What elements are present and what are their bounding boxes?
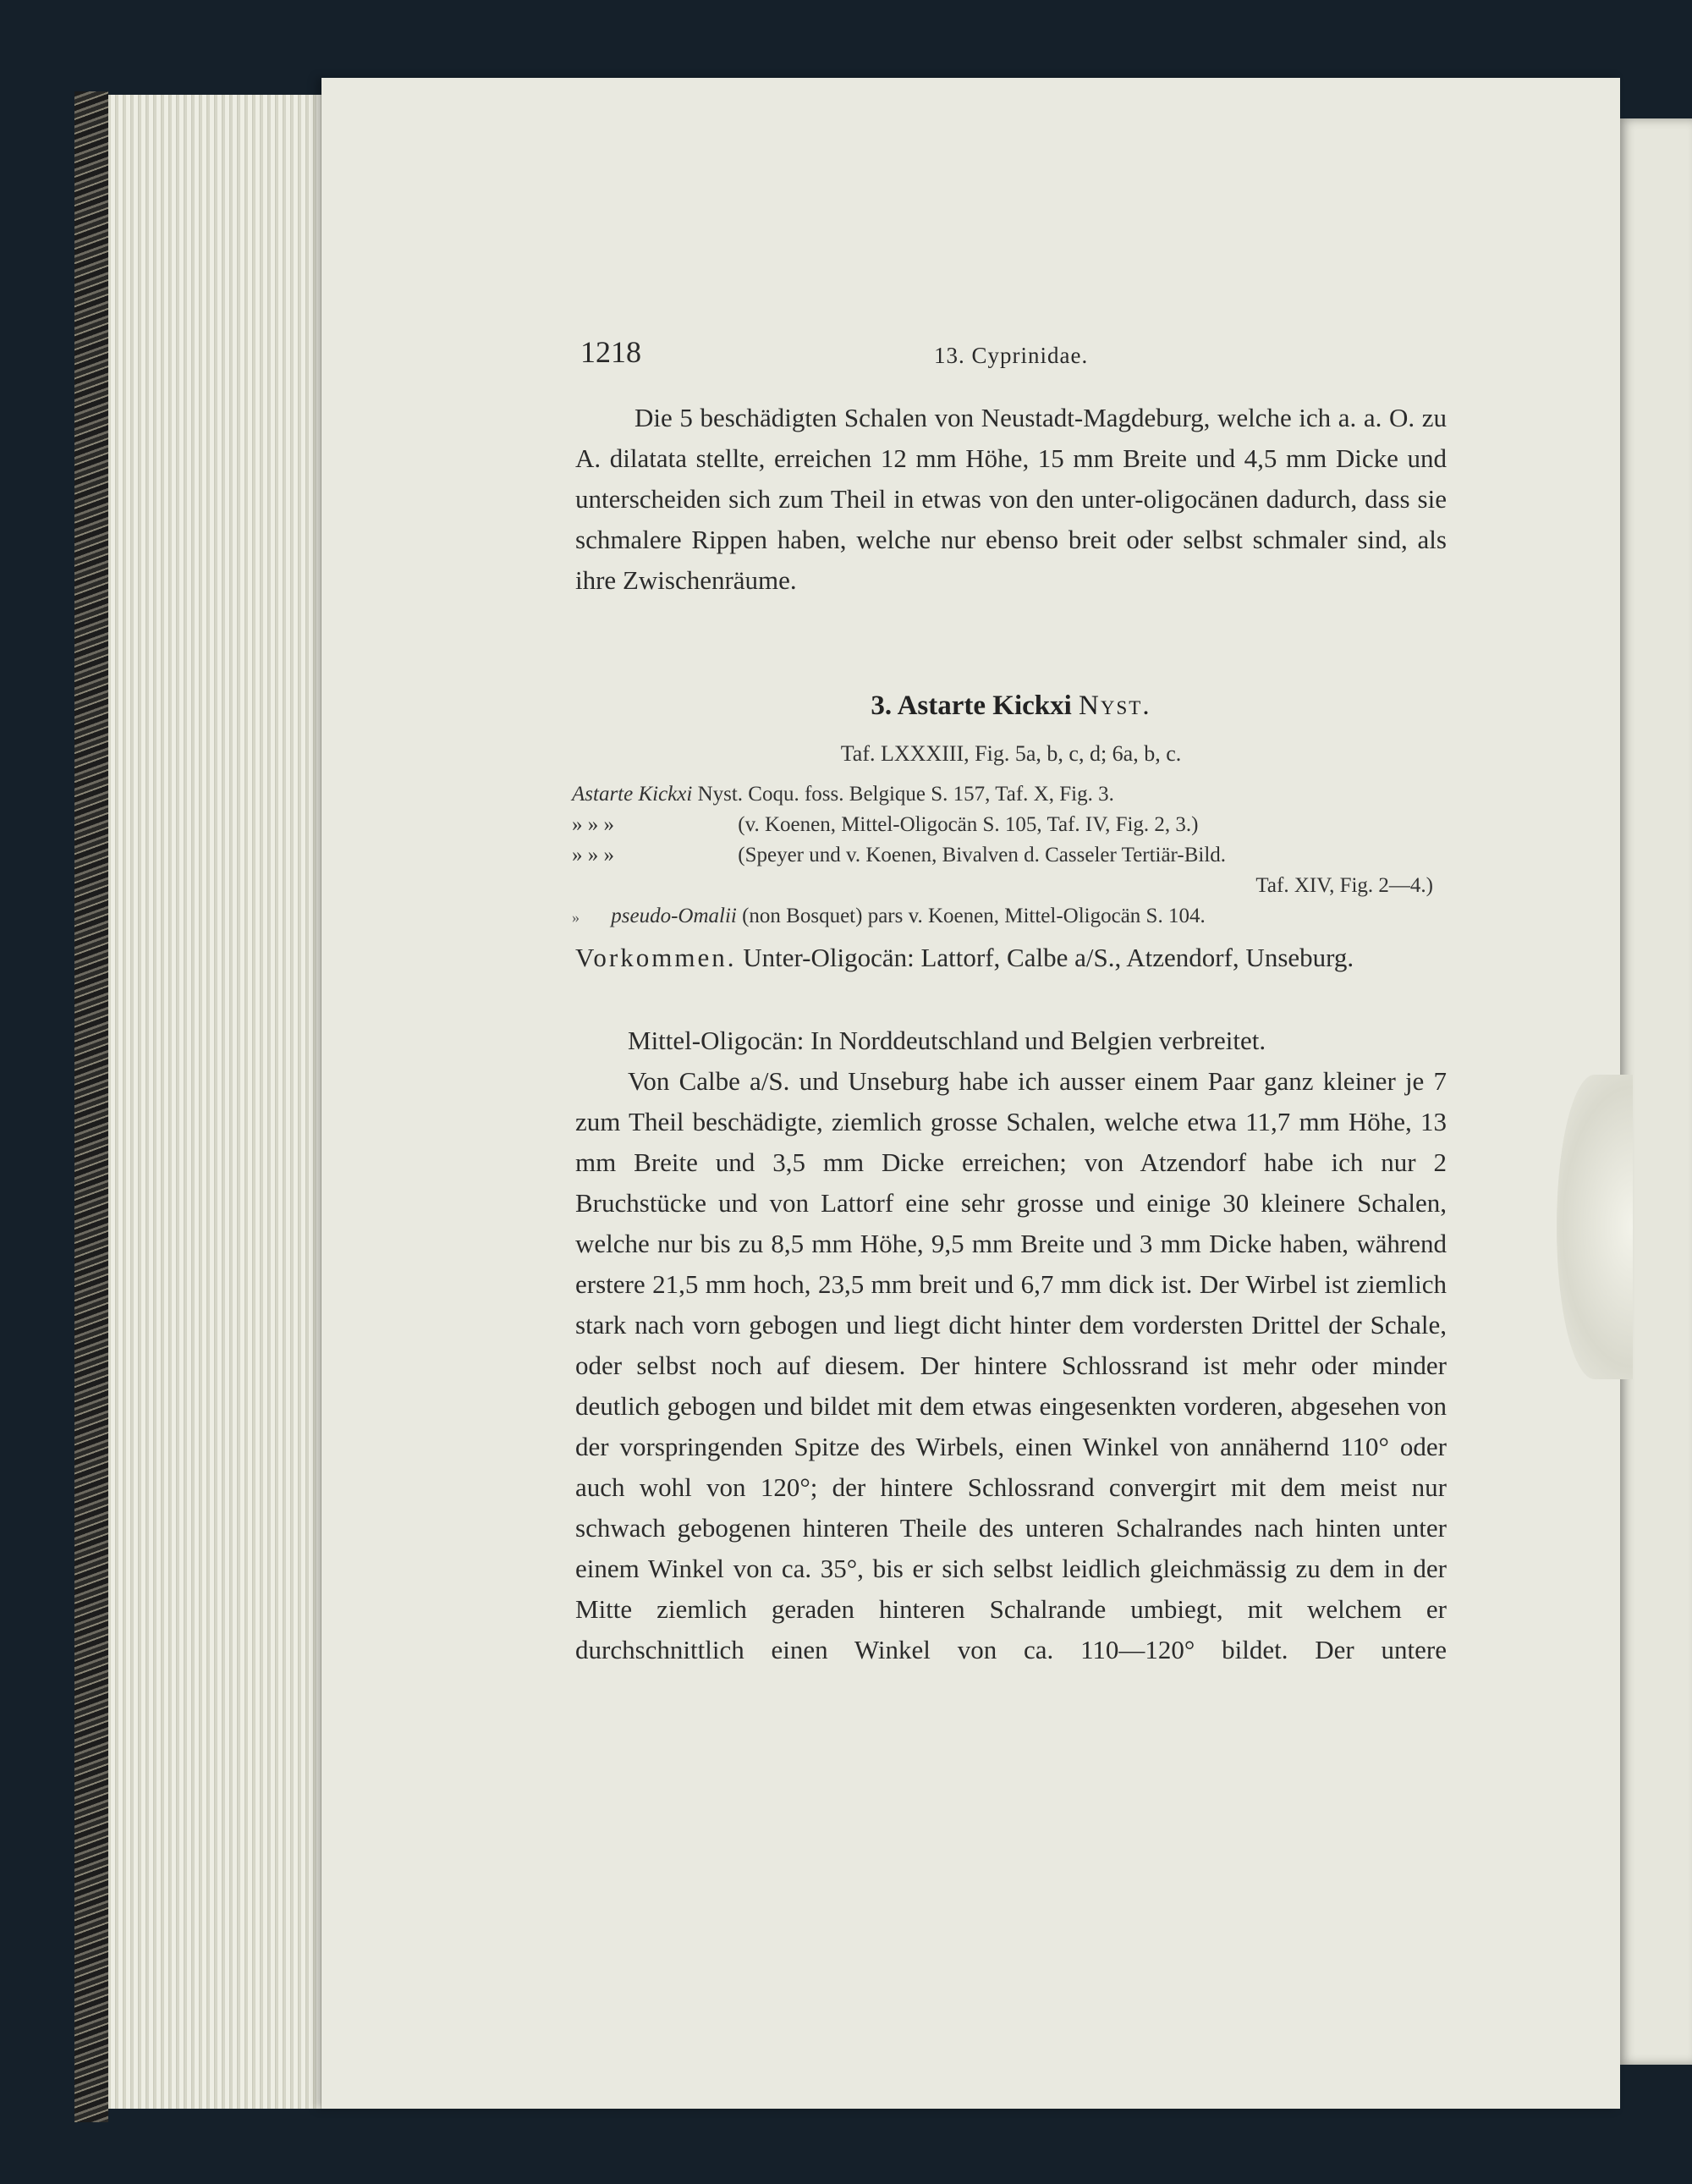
species-number: 3. (871, 690, 893, 721)
species-author: Nyst. (1079, 690, 1151, 721)
running-head: 13. Cyprinidae. (934, 343, 1089, 368)
paragraph-intro: Die 5 beschädigten Schalen von Neustadt-Magdeburg, welche ich a. a. O. zu A. dilatata stellte, erreichen 12 mm Höhe, 15 mm Breite und 4,5 mm Dicke und unterscheiden sich zum Theil in etwas von den unter-oligocänen dadurch, dass sie schmalere Rippen haben, welche nur ebenso breit oder selbst schmaler sind, als ihre Zwischenräume. (575, 403, 1447, 595)
synonym-name: pseudo-Omalii (611, 905, 737, 927)
mittel-oligocaen-paragraph: Mittel-Oligocän: In Norddeutschland und Belgien verbreitet. (628, 1026, 1266, 1055)
plate-reference: Taf. LXXXIII, Fig. 5a, b, c, d; 6a, b, c. (840, 741, 1182, 766)
ditto-marks: » » » (572, 844, 614, 866)
occurrence-label: Vorkommen. (575, 943, 737, 972)
page-fold (1557, 1075, 1633, 1379)
synonymy-line (572, 841, 1443, 870)
synonymy-line (572, 902, 1443, 932)
synonymy-line (572, 780, 1443, 809)
synonym-ref: (non Bosquet) pars v. Koenen, Mittel-Oligocän S. 104. (742, 905, 1206, 927)
synonym-ref: Nyst. Coqu. foss. Belgique S. 157, Taf. X, Fig. 3. (697, 783, 1114, 806)
synonymy-line (572, 872, 1443, 900)
page-edges (108, 95, 328, 2109)
page-number: 1218 (580, 335, 641, 369)
species-heading (575, 690, 1447, 722)
synonym-ref: Taf. XIV, Fig. 2—4.) (1255, 874, 1433, 897)
synonym-name: Astarte Kickxi (572, 783, 693, 806)
description-paragraph: Von Calbe a/S. und Unseburg habe ich ausser einem Paar ganz kleiner je 7 zum Theil beschädigte, ziemlich grosse Schalen, welche etwa 11,7 mm Höhe, 13 mm Breite und 3,5 mm Dicke erreichen; von Atzendorf habe ich nur 2 Bruchstücke und von Lattorf eine sehr grosse und einige 30 kleinere Schalen, welche nur bis zu 8,5 mm Höhe, 9,5 mm Breite und 3 mm Dicke haben, während erstere 21,5 mm hoch, 23,5 mm breit und 6,7 mm dick ist. Der Wirbel ist ziemlich stark nach vorn gebogen und liegt dicht hinter dem vordersten Drittel der Schale, oder selbst noch auf diesem. Der hintere Schlossrand ist mehr oder minder deutlich gebogen und bildet mit dem etwas eingesenkten vorderen, abgesehen von der vorspringenden Spitze des Wirbels, einen Winkel von annähernd 110° oder auch wohl von 120°; der hintere Schlossrand convergirt mit dem meist nur schwach gebogenen hinteren Theile des unteren Schalrandes nach hinten unter einem Winkel von ca. 35°, bis er sich selbst leidlich gleichmässig zu dem in der Mitte ziemlich geraden hinteren Schalrande umbiegt, mit welchem er durchschnittlich einen Winkel von ca. 110—120° bildet. Der untere (575, 1066, 1447, 1664)
synonymy-line (572, 811, 1443, 839)
occurrence-text: Unter-Oligocän: Lattorf, Calbe a/S., Atzendorf, Unseburg. (743, 943, 1354, 972)
synonym-ref: (v. Koenen, Mittel-Oligocän S. 105, Taf. IV, Fig. 2, 3.) (738, 813, 1199, 836)
occurrence-paragraph (575, 938, 1447, 978)
synonym-ref: (Speyer und v. Koenen, Bivalven d. Casseler Tertiär-Bild. (738, 844, 1227, 866)
ditto-marks: » (572, 909, 580, 926)
book-spine (74, 91, 108, 2122)
species-name: Astarte Kickxi (897, 690, 1072, 721)
page-header (580, 334, 1426, 385)
ditto-marks: » » » (572, 813, 614, 836)
